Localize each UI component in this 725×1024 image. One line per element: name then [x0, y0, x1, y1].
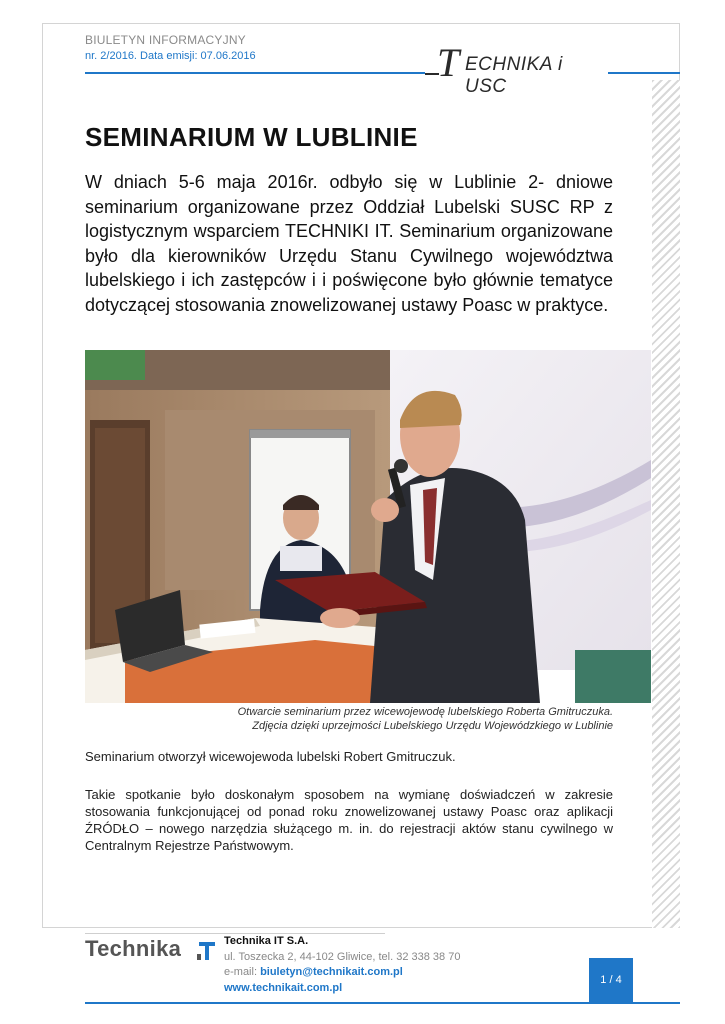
- seminar-photo: [85, 350, 651, 703]
- article-intro: W dniach 5-6 maja 2016r. odbyło się w Lublinie 2- dniowe seminarium organizowane przez Oddział Lubelski SUSC RP z logistycznym wsparciem TECHNIKI IT. Seminarium organizowane było dla kierowników Urzędu Stanu Cywilnego województwa lubelskiego i ich zastępców i i poświęcone było głównie tematyce dotyczącej stosowania znowelizowanej ustawy Poasc w praktyce.: [85, 172, 613, 315]
- company-email: [224, 966, 403, 978]
- company-name: Technika IT S.A.: [224, 935, 309, 947]
- caption-line-2: Zdjęcia dzięki uprzejmości Lubelskiego Urzędu Wojewódzkiego w Lublinie: [252, 720, 613, 732]
- email-label: e-mail:: [224, 966, 261, 978]
- article-title: SEMINARIUM W LUBLINIE: [85, 122, 418, 152]
- technika-usc-logo: [425, 40, 607, 97]
- photo-caption: [85, 705, 613, 733]
- issue-info: nr. 2/2016. Data emisji: 07.06.2016: [85, 50, 256, 62]
- website-link[interactable]: www.technikait.com.pl: [224, 982, 343, 994]
- page-number: 1 / 4: [589, 958, 633, 1002]
- it-mark-icon: [197, 938, 217, 962]
- footer-logo-text: Technika: [85, 936, 182, 961]
- company-address: ul. Toszecka 2, 44-102 Gliwice, tel. 32 338 38 70: [224, 951, 461, 963]
- caption-line-1: Otwarcie seminarium przez wicewojewodę lubelskiego Roberta Gmitruczuka.: [237, 706, 613, 718]
- footer-rule-bottom: [85, 1002, 680, 1004]
- logo-letter: T: [437, 40, 460, 85]
- side-hatch-decoration: [652, 80, 680, 928]
- technika-it-logo: [85, 936, 220, 964]
- seminar-photo-illustration: [85, 350, 651, 703]
- newsletter-title: BIULETYN INFORMACYJNY: [85, 33, 246, 47]
- paragraph-1: Seminarium otworzył wicewojewoda lubelski Robert Gmitruczuk.: [85, 749, 456, 764]
- header-rule-left: [85, 72, 425, 74]
- header-rule-right: [608, 72, 680, 74]
- logo-text: ECHNIKA i USC: [465, 54, 563, 97]
- footer-rule-top: [85, 933, 385, 934]
- email-link[interactable]: biuletyn@technikait.com.pl: [260, 966, 403, 978]
- paragraph-2: Takie spotkanie było doskonałym sposobem na wymianę doświadczeń w zakresie stosowania funkcjonującej od ponad roku znowelizowanej ustawy Poasc oraz aplikacji ŹRÓDŁO – nowego narzędzia służącego m. in. do rejestracji aktów stanu cywilnego w Centralnym Rejestrze Państwowym.: [85, 787, 613, 853]
